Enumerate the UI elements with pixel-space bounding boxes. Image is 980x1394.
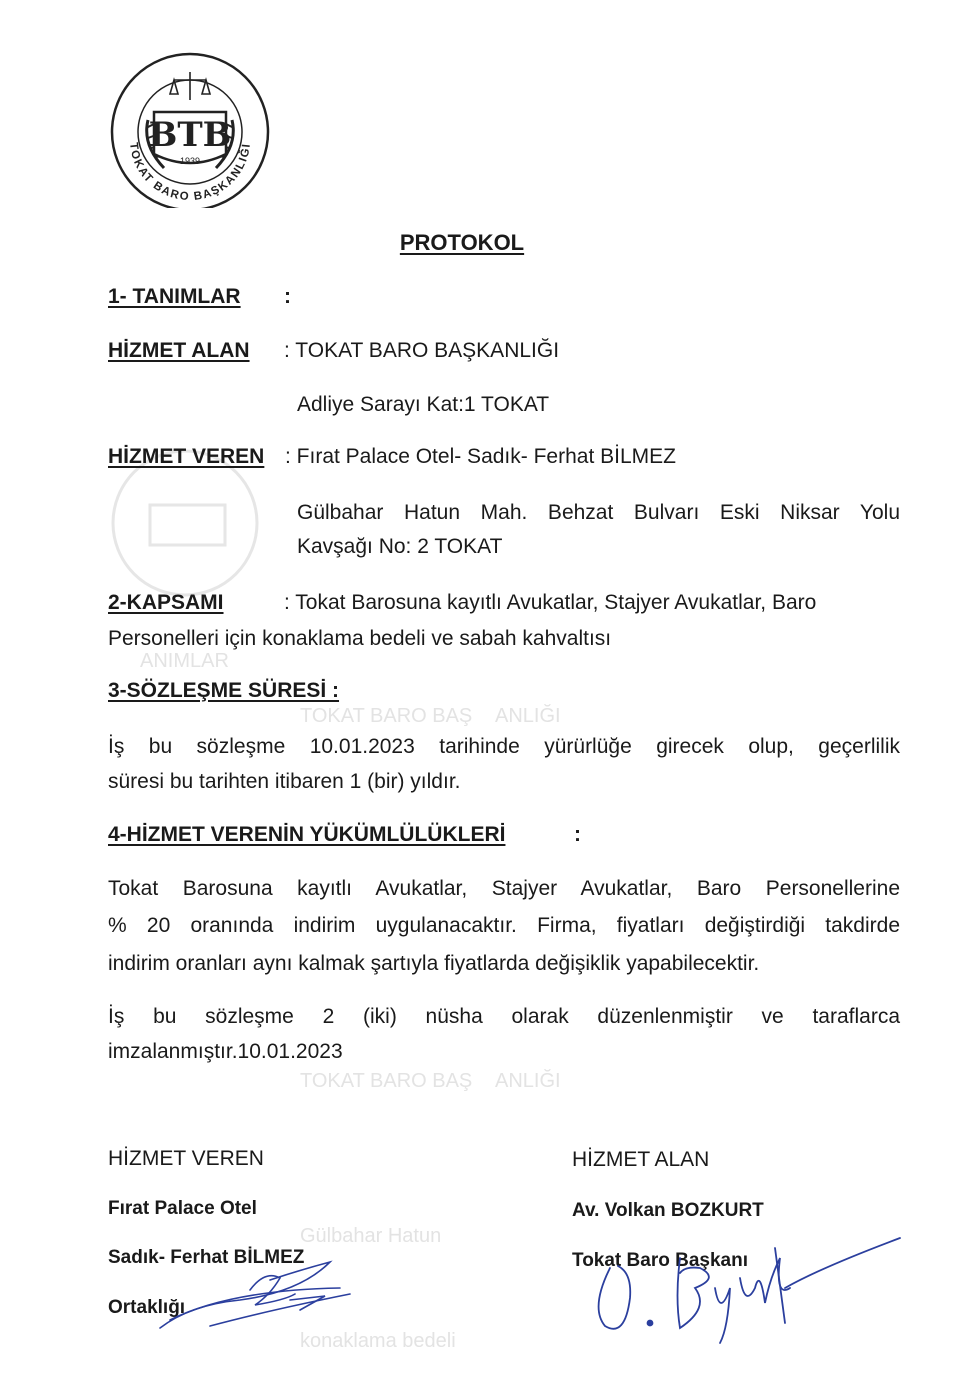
hizmet-alan-label: HİZMET ALAN: [108, 339, 250, 362]
hizmet-alan-value: : TOKAT BARO BAŞKANLIĞI: [284, 339, 560, 362]
section4-heading: 4-HİZMET VERENİN YÜKÜMLÜLÜKLERİ: [108, 823, 506, 846]
right-signatory-role: HİZMET ALAN: [572, 1148, 710, 1171]
section4-line3: indirim oranları aynı kalmak şartıyla fiyatlarda değişiklik yapabilecektir.: [108, 952, 760, 975]
section4-colon: :: [574, 823, 581, 846]
seal-ring-text: TOKAT BARO BAŞKANLIĞI: [126, 141, 253, 204]
section3-line2: süresi bu tarihten itibaren 1 (bir) yıldır.: [108, 770, 461, 793]
left-signatory-line3: Ortaklığı: [108, 1297, 186, 1318]
bleed-text: Gülbahar Hatun: [300, 1225, 442, 1247]
section4-line2: % 20 oranında indirim uygulanacaktır. Firma, fiyatları değiştirdiği takdirde: [108, 914, 900, 937]
section2-heading: 2-KAPSAMI: [108, 591, 224, 614]
section1-colon: :: [284, 285, 291, 308]
hizmet-alan-address: Adliye Sarayı Kat:1 TOKAT: [297, 393, 550, 416]
bleed-text: TOKAT BARO BAŞ: [300, 705, 473, 727]
section2-heading-underline: [234, 588, 284, 618]
bleed-text: TOKAT BARO BAŞ: [300, 1070, 473, 1092]
closing-line2: imzalanmıştır.10.01.2023: [108, 1040, 343, 1063]
bleed-text: ANIMLAR: [140, 650, 229, 672]
right-handwritten-signature-icon: [580, 1228, 910, 1348]
seal-year: 1939: [179, 156, 201, 166]
section4-line1: Tokat Barosuna kayıtlı Avukatlar, Stajyer Avukatlar, Baro Personellerine: [108, 877, 900, 900]
bar-association-seal-icon: [108, 50, 272, 208]
hizmet-veren-label: HİZMET VEREN: [108, 445, 265, 468]
left-signatory-line2: Sadık- Ferhat BİLMEZ: [108, 1247, 305, 1268]
section3-line1: İş bu sözleşme 10.01.2023 tarihinde yürürlüğe girecek olup, geçerlilik: [108, 735, 900, 758]
hizmet-veren-address-line2: Kavşağı No: 2 TOKAT: [297, 535, 503, 558]
seal-monogram: BTB: [148, 115, 232, 155]
bleed-text: ANLIĞI: [495, 705, 561, 727]
page-title: PROTOKOL: [399, 230, 525, 255]
section3-heading: 3-SÖZLEŞME SÜRESİ :: [108, 679, 340, 702]
bleed-text: konaklama bedeli: [300, 1330, 456, 1352]
bleed-text: ANLIĞI: [495, 1070, 561, 1092]
left-signatory-role: HİZMET VEREN: [108, 1147, 264, 1170]
left-handwritten-signature-icon: [150, 1250, 360, 1340]
closing-line1: İş bu sözleşme 2 (iki) nüsha olarak düzenlenmiştir ve taraflarca: [108, 1005, 900, 1028]
section2-line2: Personelleri için konaklama bedeli ve sabah kahvaltısı: [108, 627, 612, 650]
hizmet-veren-value: : Fırat Palace Otel- Sadık- Ferhat BİLMEZ: [285, 445, 676, 468]
section4-heading-underline: [510, 820, 574, 850]
hizmet-veren-address-line1: Gülbahar Hatun Mah. Behzat Bulvarı Eski Niksar Yolu: [297, 501, 900, 524]
section1-heading: 1- TANIMLAR: [108, 285, 241, 308]
section2-line1: : Tokat Barosuna kayıtlı Avukatlar, Stajyer Avukatlar, Baro: [284, 591, 817, 614]
right-signatory-line1: Av. Volkan BOZKURT: [572, 1200, 764, 1221]
left-signatory-line1: Fırat Palace Otel: [108, 1198, 257, 1219]
right-signatory-line2: Tokat Baro Başkanı: [572, 1250, 748, 1271]
